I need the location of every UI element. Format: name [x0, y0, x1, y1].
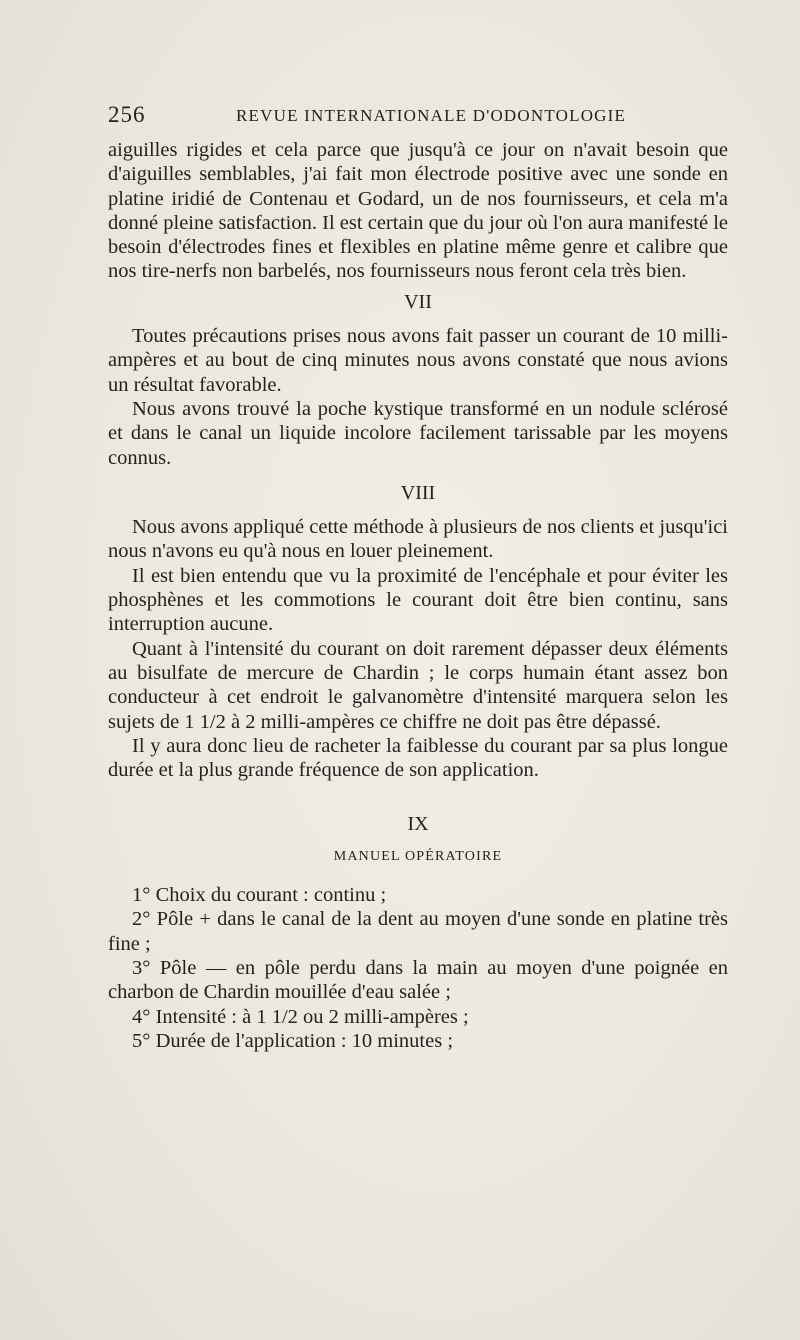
paragraph: Quant à l'intensité du courant on doit rarement dépasser deux éléments au bisulfate de mercure de Chardin ; le corps humain étant assez bon conducteur à cet endroit le galvanomètre d'intensité marquera selon les sujets de 1 1/2 à 2 milli-ampères ce chiffre ne doit pas être dépassé.	[108, 637, 728, 733]
section-heading-viii: VIII	[400, 481, 436, 504]
paragraph: Il y aura donc lieu de racheter la faiblesse du courant par sa plus longue durée et la plus grande fréquence de son application.	[108, 734, 728, 782]
list-item: 3° Pôle — en pôle perdu dans la main au moyen d'une poignée en charbon de Chardin mouillée d'eau salée ;	[108, 956, 728, 1004]
list-item: 5° Durée de l'application : 10 minutes ;	[132, 1029, 454, 1052]
paragraph: Il est bien entendu que vu la proximité de l'encéphale et pour éviter les phosphènes et les commotions le courant doit être bien continu, sans interruption aucune.	[108, 564, 728, 636]
page-header	[108, 102, 728, 130]
intro-paragraph: aiguilles rigides et cela parce que jusqu'à ce jour on n'avait besoin que d'aiguilles semblables, j'ai fait mon électrode positive avec une sonde en platine iridié de Contenau et Godard, un de nos fournisseurs, et cela m'a donné pleine satisfaction. Il est certain que du jour où l'on aura manifesté le besoin d'électrodes fines et flexibles en platine même genre et calibre que nos tire-nerfs non barbelés, nos fournisseurs nous feront cela très bien.	[108, 139, 728, 283]
paragraph: Toutes précautions prises nous avons fait passer un courant de 10 milli-ampères et au bout de cinq minutes nous avons constaté que nous avions un résultat favorable.	[108, 325, 728, 396]
list-item: 1° Choix du courant : continu ;	[132, 884, 387, 907]
paragraph: Nous avons appliqué cette méthode à plusieurs de nos clients et jusqu'ici nous n'avons eu qu'à nous en louer pleinement.	[108, 516, 728, 563]
text-block	[108, 138, 728, 1053]
list-item: 2° Pôle + dans le canal de la dent au moyen d'une sonde en platine très fine ;	[108, 908, 728, 955]
paragraph: Nous avons trouvé la poche kystique transformé en un nodule sclérosé et dans le canal un liquide incolore facilement tarissable par les moyens connus.	[108, 397, 728, 469]
section-heading-ix: IX	[407, 813, 429, 836]
running-head: REVUE INTERNATIONALE D'ODONTOLOGIE	[236, 106, 627, 125]
section-heading-vii: VII	[404, 290, 432, 313]
page-number: 256	[108, 102, 146, 127]
section-subheading: MANUEL OPÉRATOIRE	[333, 848, 503, 864]
list-item: 4° Intensité : à 1 1/2 ou 2 milli-ampères ;	[132, 1005, 469, 1028]
